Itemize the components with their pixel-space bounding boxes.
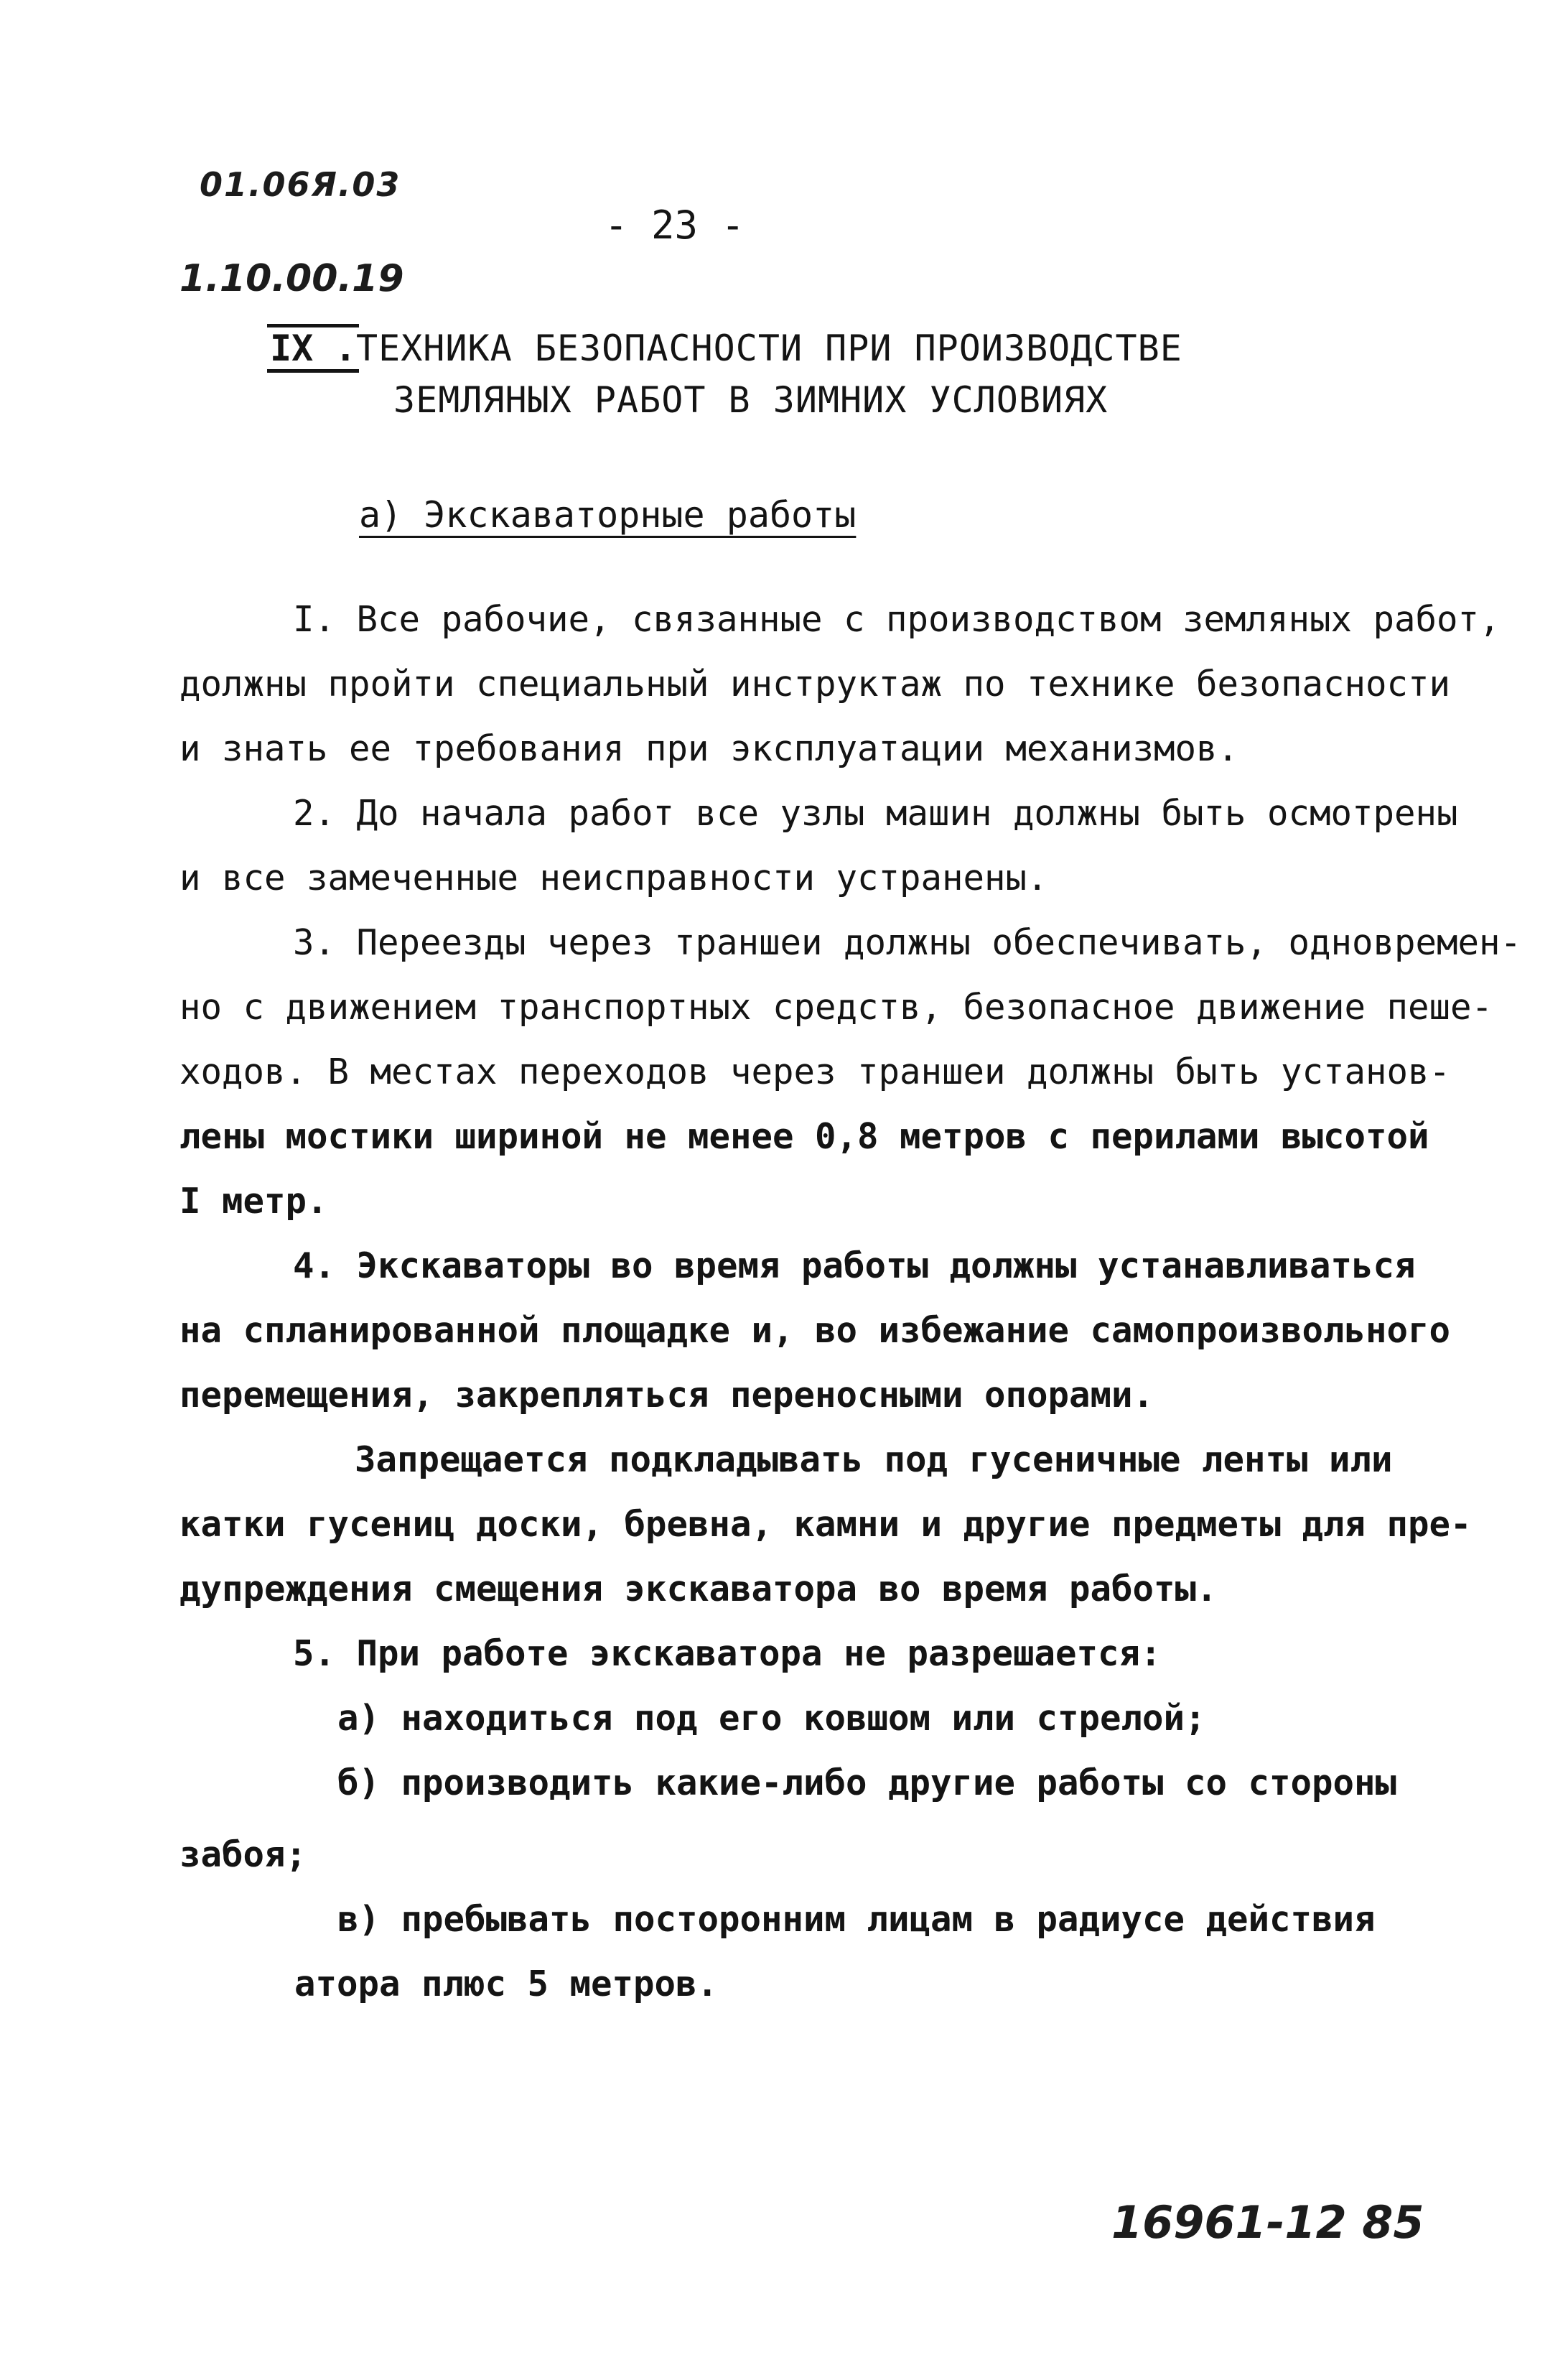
body-line: б) производить какие-либо другие работы со стороны xyxy=(337,1762,1397,1803)
section-title-line-1: ТЕХНИКА БЕЗОПАСНОСТИ ПРИ ПРОИЗВОДСТВЕ xyxy=(356,327,1182,369)
section-number-text: IX . xyxy=(267,324,359,373)
body-line: катки гусениц доски, бревна, камни и другие предметы для пре- xyxy=(179,1504,1472,1545)
sheet-number: 16961-12 85 xyxy=(1111,2196,1424,2249)
body-line: ходов. В местах переходов через траншеи должны быть установ- xyxy=(179,1051,1451,1092)
subsection-heading: а) Экскаваторные работы xyxy=(359,494,857,536)
body-line: Запрещается подкладывать под гусеничные ленты или xyxy=(355,1439,1393,1480)
body-line: и знать ее требования при эксплуатации механизмов. xyxy=(179,728,1239,769)
body-line: на спланированной площадке и, во избежание самопроизвольного xyxy=(179,1310,1451,1351)
body-line: должны пройти специальный инструктаж по технике безопасности xyxy=(179,664,1451,705)
section-title-line-2: ЗЕМЛЯНЫХ РАБОТ В ЗИМНИХ УСЛОВИЯХ xyxy=(393,379,1109,421)
body-line: I метр. xyxy=(179,1181,328,1222)
body-line: забоя; xyxy=(179,1834,307,1875)
body-line: 5. При работе экскаватора не разрешается: xyxy=(293,1633,1162,1674)
body-line: и все замеченные неисправности устранены. xyxy=(179,857,1048,898)
body-line: но с движением транспортных средств, безопасное движение пеше- xyxy=(179,987,1493,1028)
body-line: в) пребывать посторонним лицам в радиусе действия xyxy=(337,1899,1376,1940)
body-line: 4. Экскаваторы во время работы должны устанавливаться xyxy=(293,1245,1416,1286)
page-number: - 23 - xyxy=(605,203,745,248)
document-date: 1.10.00.19 xyxy=(179,257,404,300)
body-line: I. Все рабочие, связанные с производством земляных работ, xyxy=(293,599,1501,640)
body-line: атора плюс 5 метров. xyxy=(294,1963,719,2004)
document-code: 01.06Я.03 xyxy=(200,165,401,204)
body-line: 2. До начала работ все узлы машин должны быть осмотрены xyxy=(293,793,1458,834)
body-line: дупреждения смещения экскаватора во время работы. xyxy=(179,1568,1218,1609)
body-line: 3. Переезды через траншеи должны обеспечивать, одновремен- xyxy=(293,922,1522,963)
body-line: а) находиться под его ковшом или стрелой; xyxy=(337,1698,1206,1739)
section-number xyxy=(267,327,359,369)
body-line: перемещения, закрепляться переносными опорами. xyxy=(179,1375,1154,1416)
body-line: лены мостики шириной не менее 0,8 метров с перилами высотой xyxy=(179,1116,1429,1157)
